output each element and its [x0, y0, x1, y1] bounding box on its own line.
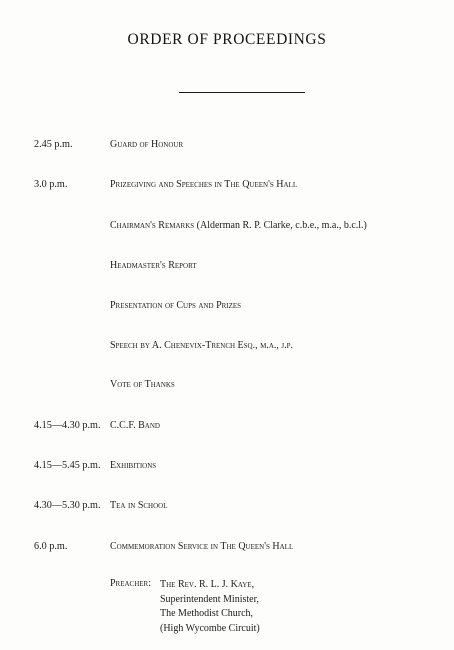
preacher-label: Preacher: [110, 578, 152, 589]
schedule-event-detail: (Alderman R. P. Clarke, c.b.e., m.a., b.c.l.) [196, 220, 367, 231]
schedule-time: 4.30—5.30 p.m. [34, 500, 101, 511]
preacher-details [160, 578, 260, 636]
preacher-line: The Methodist Church, [160, 608, 254, 619]
page-title: ORDER OF PROCEEDINGS [127, 31, 327, 48]
schedule-event: Speech by A. Chenevix-Trench Esq., m.a., j.p. [110, 340, 294, 351]
schedule-event-label: Chairman's Remarks [110, 220, 195, 231]
schedule-event: Vote of Thanks [110, 379, 175, 390]
schedule-event: Exhibitions [110, 460, 157, 471]
schedule-time: 4.15—4.30 p.m. [34, 420, 101, 431]
schedule-event: Commemoration Service in The Queen's Hall [110, 541, 294, 552]
schedule-event: Tea in School [110, 500, 168, 511]
schedule-time: 4.15—5.45 p.m. [34, 460, 101, 471]
schedule-event: Guard of Honour [110, 139, 184, 150]
schedule-event: Presentation of Cups and Prizes [110, 300, 242, 311]
schedule-time: 3.0 p.m. [34, 179, 68, 190]
schedule-event: Prizegiving and Speeches in The Queen's Hall [110, 179, 298, 190]
schedule-event: C.C.F. Band [110, 420, 160, 431]
schedule-time: 2.45 p.m. [34, 139, 73, 150]
schedule-event: Headmaster's Report [110, 260, 197, 271]
preacher-name: The Rev. R. L. J. Kaye, [160, 579, 255, 590]
schedule-event-chairman [110, 220, 367, 231]
preacher-line: (High Wycombe Circuit) [160, 622, 260, 634]
schedule-time: 6.0 p.m. [34, 541, 68, 552]
preacher-line: Superintendent Minister, [160, 593, 260, 605]
title-rule-divider [179, 92, 305, 93]
